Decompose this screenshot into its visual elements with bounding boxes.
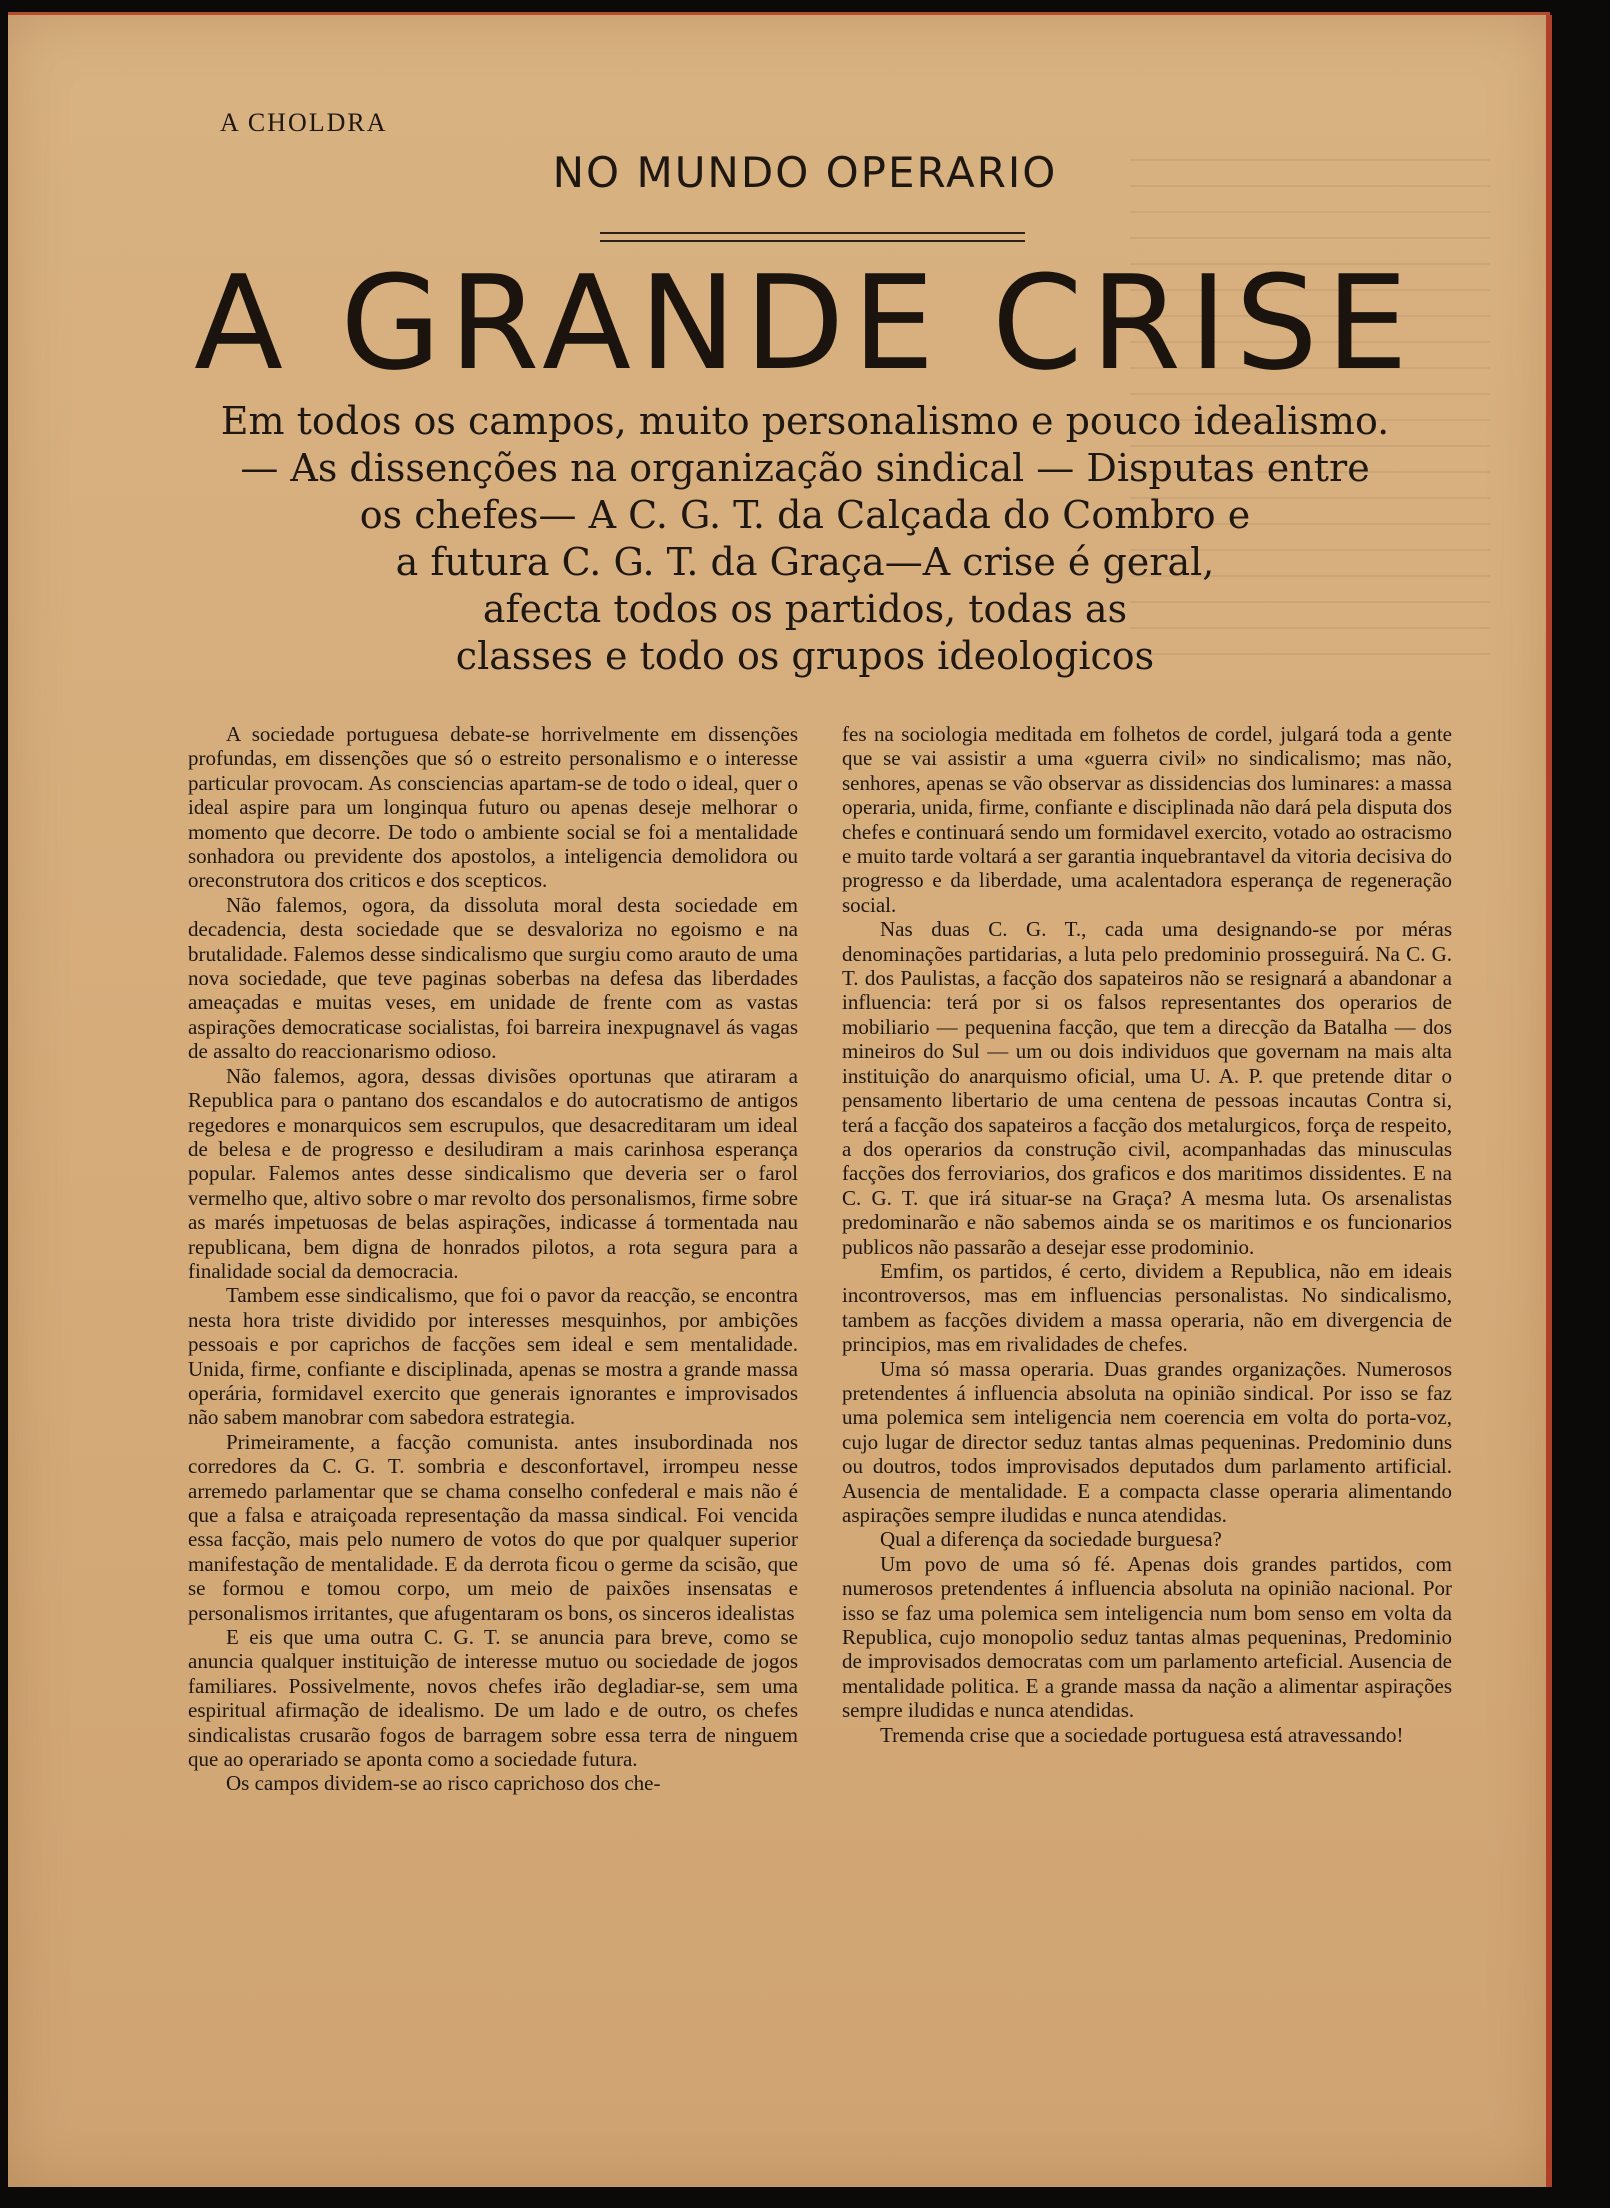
- paragraph: Uma só massa operaria. Duas grandes organizações. Numerosos pretendentes á influencia absoluta na opinião sindical. Por isso se faz uma polemica sem inteligencia nem coerencia em volta do porta-voz, cujo lugar de director seduz tantas almas pequeninas. Predominio duns ou doutros, todos improvisados deputados dum parlamento artificial. Ausencia de mentalidade. E a compacta classe operaria alimentando aspirações sempre iludidas e nunca atendidas.: [842, 1356, 1452, 1527]
- article-column-right: [842, 722, 1452, 1747]
- subheadline-line: classes e todo os grupos ideologicos: [455, 634, 1155, 678]
- paragraph: Não falemos, agora, dessas divisões oportunas que atiraram a Republica para o pantano dos escandalos e do autocratismo de antigos regedores e monarquicos sem escrupulos, que desacreditaram um ideal de belesa e de progresso e desiludiram a mais carinhosa esperança popular. Falemos antes desse sindicalismo que deveria ser o farol vermelho que, altivo sobre o mar revolto dos personalismos, firme sobre as marés impetuosas de belas aspirações, indicasse á tormentada nau republicana, bem digna de honrados pilotos, a rota segura para a finalidade social da democracia.: [188, 1063, 798, 1283]
- paragraph: Emfim, os partidos, é certo, dividem a Republica, não em ideais incontroversos, mas em influencias personalistas. No sindicalismo, tambem as facções dividem a massa operaria, não em divergencia de principios, mas em rivalidades de chefes.: [842, 1258, 1452, 1357]
- subheadline-line: afecta todos os partidos, todas as: [482, 587, 1128, 631]
- title-rule-bottom: [600, 240, 1025, 242]
- headline: A GRANDE CRISE: [194, 247, 1416, 399]
- paragraph: Um povo de uma só fé. Apenas dois grandes partidos, com numerosos pretendentes á influencia absoluta na opinião nacional. Por isso se faz uma polemica sem inteligencia num bom senso em volta da Republica, cujo monopolio seduz tantas almas pequeninas, Predominio de improvisados democratas com um parlamento arteficial. Ausencia de mentalidade politica. E a grande massa da nação a alimentar aspirações sempre iludidas e nunca atendidas.: [842, 1551, 1452, 1723]
- paragraph: Tremenda crise que a sociedade portuguesa está atravessando!: [880, 1722, 1404, 1747]
- paragraph: Qual a diferença da sociedade burguesa?: [880, 1527, 1222, 1552]
- section-title: NO MUNDO OPERARIO: [552, 148, 1058, 197]
- subheadline-line: Em todos os campos, muito personalismo e pouco idealismo.: [220, 399, 1390, 443]
- paragraph: Primeiramente, a facção comunista. antes insubordinada nos corredores da C. G. T. sombria e desconfortavel, irrompeu nesse arremedo parlamentar que se chama conselho confederal e mais não é que a falsa e atraiçoada representação da massa sindical. Foi vencida essa facção, mais pelo numero de votos do que por qualquer superior manifestação de mentalidade. E da derrota ficou o germe da scisão, que se formou e tomou corpo, um meio de paixões insensatas e personalismos irritantes, que afugentaram os bons, os sinceros idealistas: [188, 1429, 798, 1625]
- article-column-left: [188, 722, 798, 1796]
- subheadline: [0, 398, 1610, 680]
- paragraph: fes na sociologia meditada em folhetos de cordel, julgará toda a gente que se vai assistir a uma «guerra civil» no sindicalismo; mas não, senhores, apenas se vão observar as dissidencias dos luminares: a massa operaria, unida, firme, confiante e disciplinada não dará pela disputa dos chefes e continuará sendo um formidavel exercito, votado ao ostracismo e muito tarde voltará a ser garantia inquebrantavel da vitoria decisiva do progresso e da liberdade, uma acalentadora esperança de regeneração social.: [842, 722, 1452, 917]
- masthead: A CHOLDRA: [220, 108, 388, 137]
- paragraph: Tambem esse sindicalismo, que foi o pavor da reacção, se encontra nesta hora triste dividido por interesses mesquinhos, por ambições pessoais e por caprichos de facções sem ideal e sem mentalidade. Unida, firme, confiante e disciplinada, apenas se mostra a grande massa operária, formidavel exercito que generais ignorantes e improvisados não sabem manobrar com sabedora estrategia.: [188, 1283, 798, 1430]
- subheadline-line: — As dissenções na organização sindical — Disputas entre: [240, 446, 1370, 490]
- paragraph: A sociedade portuguesa debate-se horrivelmente em dissenções profundas, em dissenções que só o estreito personalismo e o interesse particular provocam. As consciencias apartam-se de todo o ideal, quer o ideal aspire para um longinqua futuro ou apenas deseje melhorar o momento que decorre. De todo o ambiente social se foi a mentalidade sonhadora ou previdente dos apostolos, a inteligencia demolidora ou oreconstrutora dos criticos e dos scepticos.: [188, 722, 798, 893]
- subheadline-line: a futura C. G. T. da Graça—A crise é geral,: [395, 540, 1215, 584]
- paragraph: Não falemos, ogora, da dissoluta moral desta sociedade em decadencia, desta sociedade que se desvaloriza no egoismo e na brutalidade. Falemos desse sindicalismo que surgiu como arauto de uma nova sociedade, que teve paginas soberbas na defesa das liberdades ameaçadas e muitas veses, em unidade de frente com as vastas aspirações democraticase socialistas, foi barreira inexpugnavel ás vagas de assalto do reaccionarismo odioso.: [188, 892, 798, 1064]
- paragraph: Os campos dividem-se ao risco caprichoso dos che-: [226, 1771, 661, 1796]
- paragraph: Nas duas C. G. T., cada uma designando-se por méras denominações partidarias, a luta pelo predominio prosseguirá. Na C. G. T. dos Paulistas, a facção dos sapateiros não se resignará a abandonar a influencia: terá por si os falsos representantes dos operarios de mobiliario — pequenina facção, que tem a direcção da Batalha — dos mineiros do Sul — um ou dois individuos que governam na mais alta instituição do anarquismo oficial, uma U. A. P. que pretende ditar o pensamento libertario de uma centena de pessoas incautas Contra si, terá a facção dos sapateiros a facção dos metalurgicos, força de respeito, a dos operarios da construção civil, acompanhadas das minusculas facções dos ferroviarios, dos graficos e dos maritimos dissidentes. E na C. G. T. que irá situar-se na Graça? A mesma luta. Os arsenalistas predominarão e não sabemos ainda se os maritimos e os funcionarios publicos não passarão a desejar esse prodominio.: [842, 917, 1452, 1259]
- paragraph: E eis que uma outra C. G. T. se anuncia para breve, como se anuncia qualquer instituição de interesse mutuo ou sociedade de jogos familiares. Possivelmente, novos chefes irão degladiar-se, sem uma espiritual afirmação de idealismo. De um lado e de outro, os chefes sindicalistas crusarão fogos de barragem sobre essa terra de ninguem que ao operariado se aponta como a sociedade futura.: [188, 1625, 798, 1772]
- title-rule-top: [600, 232, 1025, 234]
- subheadline-line: os chefes— A C. G. T. da Calçada do Combro e: [359, 493, 1251, 537]
